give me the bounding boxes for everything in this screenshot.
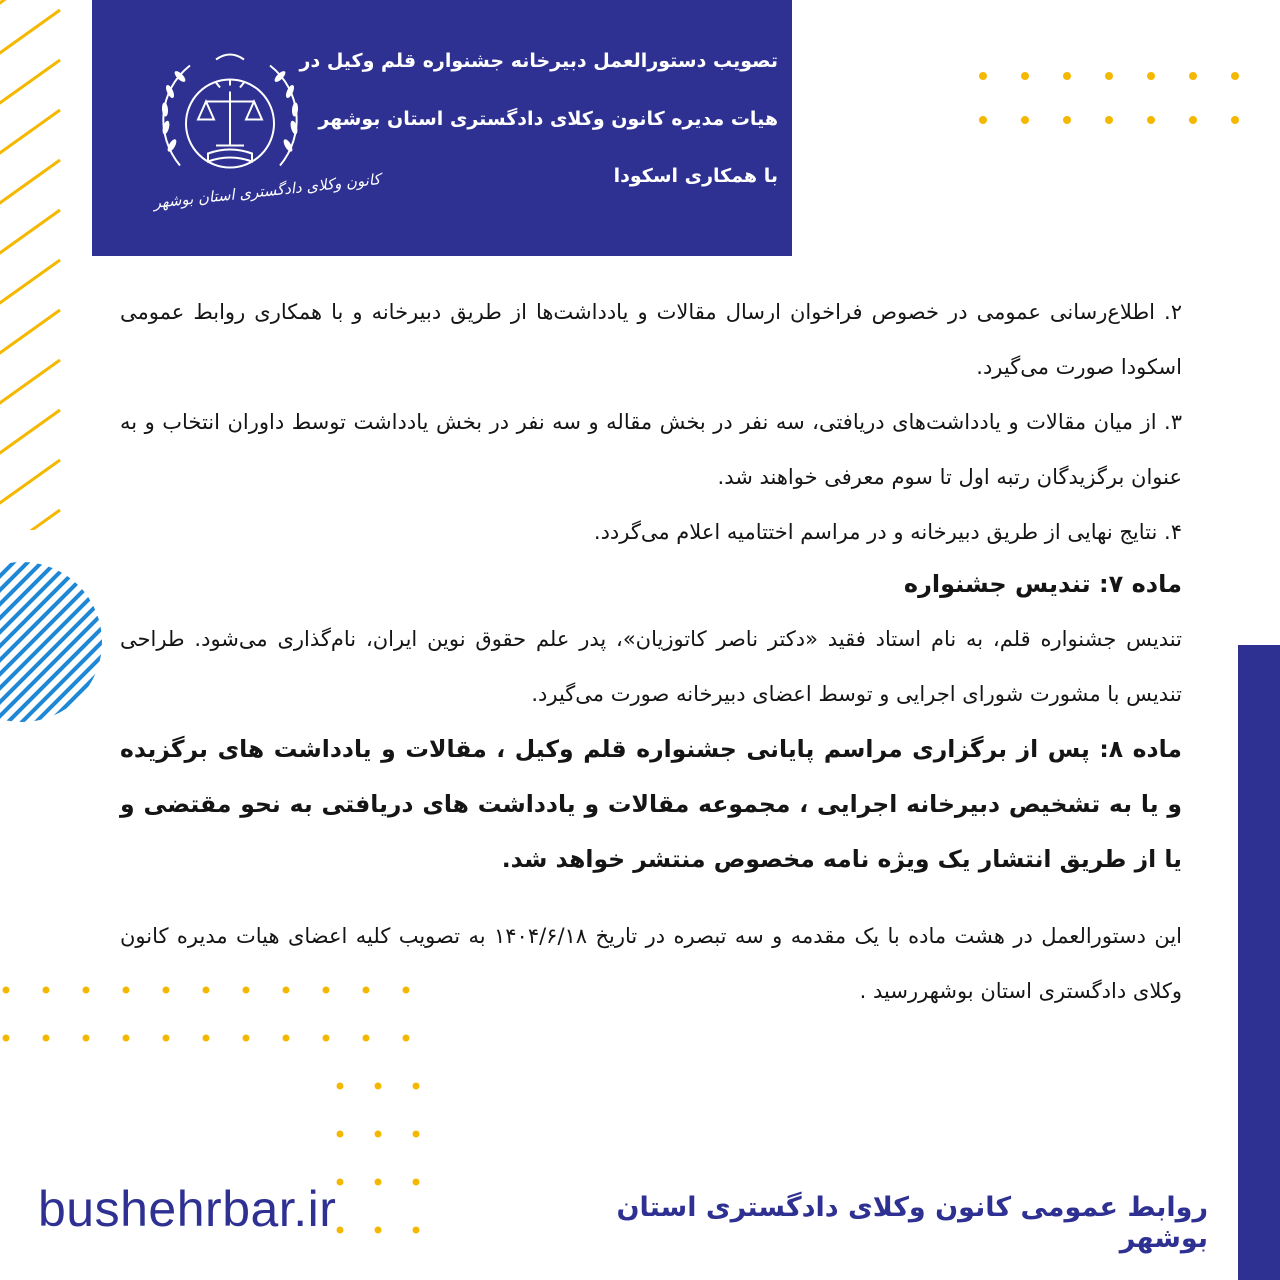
item-3: ۳. از میان مقالات و یادداشت‌های دریافتی، سه نفر در بخش مقاله و سه نفر در بخش یادداشت توسط داوران انتخاب و به عنوان برگزیدگان رتبه اول تا سوم معرفی خواهند شد. <box>120 410 1182 489</box>
header-title-line-3: با همکاری اسکودا <box>613 165 778 187</box>
emblem-caption: کانون وکلای دادگستری استان بوشهر <box>152 170 382 212</box>
website-url[interactable]: bushehrbar.ir <box>38 1181 337 1237</box>
article-8-text: ماده ۸: پس از برگزاری مراسم پایانی جشنواره قلم وکیل ، مقالات و یادداشت های برگزیده و یا به تشخیص دبیرخانه اجرایی ، مجموعه مقالات و یادداشت های دریافتی به نحو مقتضی و یا از طریق انتشار یک ویژه نامه مخصوص منتشر خواهد شد. <box>120 735 1182 873</box>
header-title-line-1: تصویب دستورالعمل دبیرخانه جشنواره قلم وکیل در <box>299 50 778 72</box>
footer-caption: روابط عمومی کانون وکلای دادگستری استان بوشهر <box>616 1192 1208 1254</box>
yellow-dots-decoration <box>975 62 1255 132</box>
closing-statement: این دستورالعمل در هشت ماده با یک مقدمه و سه تبصره در تاریخ ۱۴۰۴/۶/۱۸ به تصویب کلیه اعضای هیات مدیره کانون وکلای دادگستری استان بوشهررسید . <box>120 924 1183 1003</box>
article-7-text: تندیس جشنواره قلم، به نام استاد فقید «دکتر ناصر کاتوزیان»، پدر علم حقوق نوین ایران، نام‌گذاری می‌شود. طراحی تندیس با مشورت شورای اجرایی و توسط اعضای دبیرخانه صورت می‌گیرد. <box>120 627 1182 706</box>
yellow-stripes-decoration <box>0 0 70 530</box>
blue-striped-circle-decoration <box>0 560 105 725</box>
right-accent-bar <box>1238 645 1280 1280</box>
article-7-title: ماده ۷: تندیس جشنواره <box>903 570 1182 598</box>
item-2: ۲. اطلاع‌رسانی عمومی در خصوص فراخوان ارسال مقالات و یادداشت‌ها از طریق دبیرخانه و با همکاری روابط عمومی اسکودا صورت می‌گیرد. <box>120 300 1182 379</box>
item-4: ۴. نتایج نهایی از طریق دبیرخانه و در مراسم اختتامیه اعلام می‌گردد. <box>593 520 1182 544</box>
header-title-line-2: هیات مدیره کانون وکلای دادگستری استان بوشهر <box>318 108 778 130</box>
document-body <box>120 285 1182 1019</box>
header-banner <box>92 0 792 256</box>
